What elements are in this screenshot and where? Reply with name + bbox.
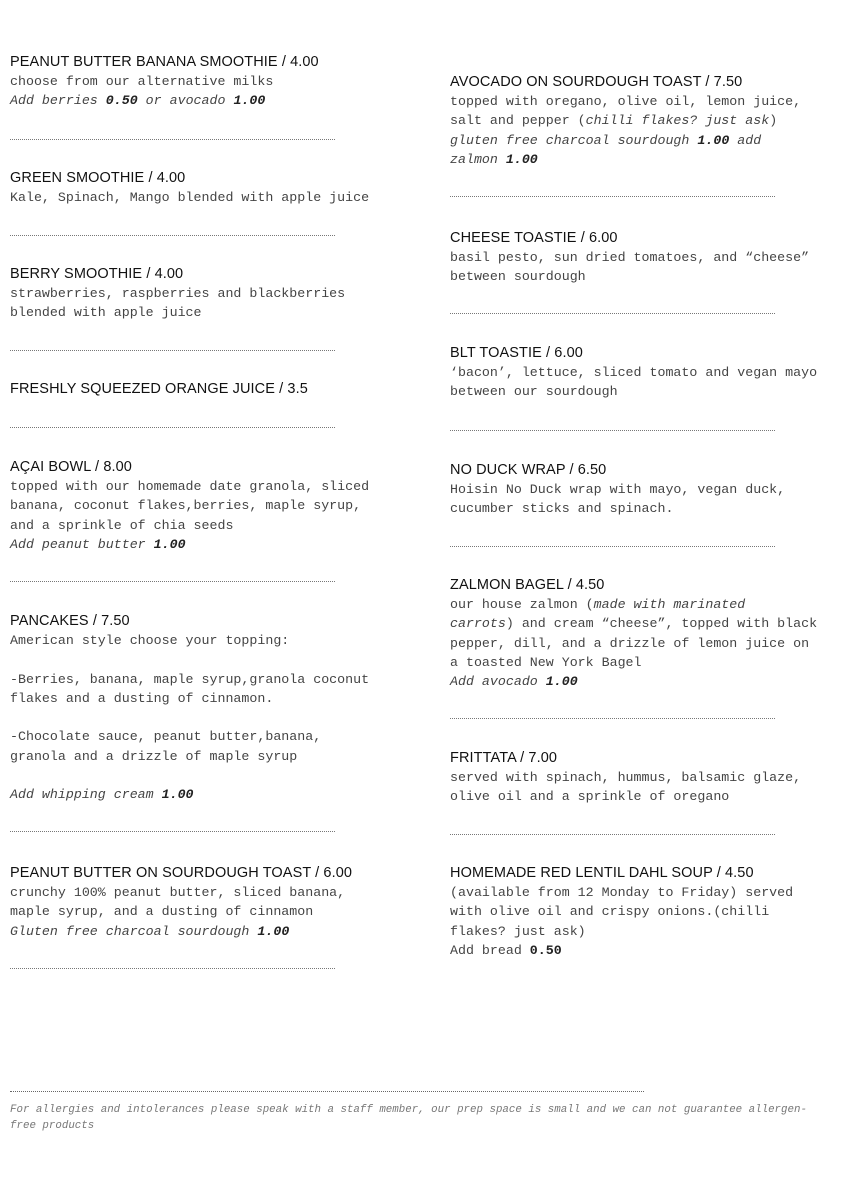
menu-item-description: topped with our homemade date granola, sliced banana, coconut flakes,berries, maple syrup, and a sprinkle of chia seeds Add peanut butter 1.00 [10, 479, 370, 552]
menu-item-no-duck-wrap [450, 461, 845, 519]
menu-item-description: (available from 12 Monday to Friday) served with olive oil and crispy onions.(chilli flakes? just ask) Add bread 0.50 [450, 885, 794, 958]
menu-item-title: GREEN SMOOTHIE / 4.00 [10, 170, 186, 186]
divider [10, 139, 335, 140]
menu-item-title: BLT TOASTIE / 6.00 [450, 345, 583, 361]
menu-item-description: basil pesto, sun dried tomatoes, and “cheese” between sourdough [450, 250, 810, 285]
divider [10, 350, 335, 351]
divider [450, 718, 775, 719]
menu-item-title: PANCAKES / 7.50 [10, 613, 130, 629]
divider [10, 968, 335, 969]
menu-item-pancakes [10, 612, 410, 805]
menu-item-title: FRESHLY SQUEEZED ORANGE JUICE / 3.5 [10, 381, 308, 397]
menu-item-title: HOMEMADE RED LENTIL DAHL SOUP / 4.50 [450, 865, 754, 881]
menu-item-title: CHEESE TOASTIE / 6.00 [450, 230, 618, 246]
menu-item-description: served with spinach, hummus, balsamic glaze, olive oil and a sprinkle of oregano [450, 770, 802, 805]
divider [450, 196, 775, 197]
menu-item-zalmon-bagel [450, 576, 845, 691]
menu-item-description: ‘bacon’, lettuce, sliced tomato and vegan mayo between our sourdough [450, 365, 818, 400]
divider [450, 546, 775, 547]
divider [450, 430, 775, 431]
allergen-disclaimer: For allergies and intolerances please speak with a staff member, our prep space is small and we can not guarantee allergen-free products [10, 1104, 807, 1132]
menu-item-title: AVOCADO ON SOURDOUGH TOAST / 7.50 [450, 74, 743, 90]
divider [10, 831, 335, 832]
menu-item-description: Hoisin No Duck wrap with mayo, vegan duck, cucumber sticks and spinach. [450, 482, 786, 517]
divider [450, 313, 775, 314]
menu-item-description: our house zalmon (made with marinated carrots) and cream “cheese”, topped with black pepper, dill, and a drizzle of lemon juice on a toasted New York Bagel Add avocado 1.00 [450, 597, 818, 690]
menu-item-description: strawberries, raspberries and blackberries blended with apple juice [10, 286, 346, 321]
menu-item-title: PEANUT BUTTER BANANA SMOOTHIE / 4.00 [10, 54, 319, 70]
menu-item-title: ZALMON BAGEL / 4.50 [450, 577, 605, 593]
menu-item-frittata [450, 749, 845, 807]
menu-item-title: FRITTATA / 7.00 [450, 750, 558, 766]
menu-item-cheese-toastie [450, 229, 845, 287]
menu-item-pb-banana-smoothie [10, 53, 410, 111]
footer-divider [10, 1091, 644, 1092]
menu-item-blt-toastie [450, 344, 845, 402]
menu-item-berry-smoothie [10, 265, 410, 323]
menu-item-title: AÇAI BOWL / 8.00 [10, 459, 132, 475]
menu-item-avocado-toast [450, 73, 845, 169]
menu-item-acai-bowl [10, 458, 410, 554]
divider [10, 581, 335, 582]
menu-item-title: NO DUCK WRAP / 6.50 [450, 462, 607, 478]
menu-item-title: BERRY SMOOTHIE / 4.00 [10, 266, 184, 282]
menu-item-green-smoothie [10, 169, 410, 207]
menu-item-orange-juice [10, 380, 410, 399]
menu-item-description: Kale, Spinach, Mango blended with apple juice [10, 190, 370, 205]
menu-item-lentil-dahl-soup [450, 864, 845, 960]
menu-item-pb-sourdough-toast [10, 864, 410, 941]
menu-item-description: topped with oregano, olive oil, lemon juice, salt and pepper (chilli flakes? just ask) gluten free charcoal sourdough 1.00 add zalmon 1.00 [450, 94, 802, 167]
menu-item-description: choose from our alternative milks Add berries 0.50 or avocado 1.00 [10, 74, 274, 109]
menu-item-title: PEANUT BUTTER ON SOURDOUGH TOAST / 6.00 [10, 865, 353, 881]
menu-item-description: American style choose your topping: -Berries, banana, maple syrup,granola coconut flakes and a dusting of cinnamon. -Chocolate sauce, peanut butter,banana, granola and a drizzle of maple syrup Add whipping cream 1.00 [10, 633, 370, 803]
menu-item-description: crunchy 100% peanut butter, sliced banana, maple syrup, and a dusting of cinnamon Gluten free charcoal sourdough 1.00 [10, 885, 346, 939]
divider [10, 427, 335, 428]
divider [450, 834, 775, 835]
divider [10, 235, 335, 236]
